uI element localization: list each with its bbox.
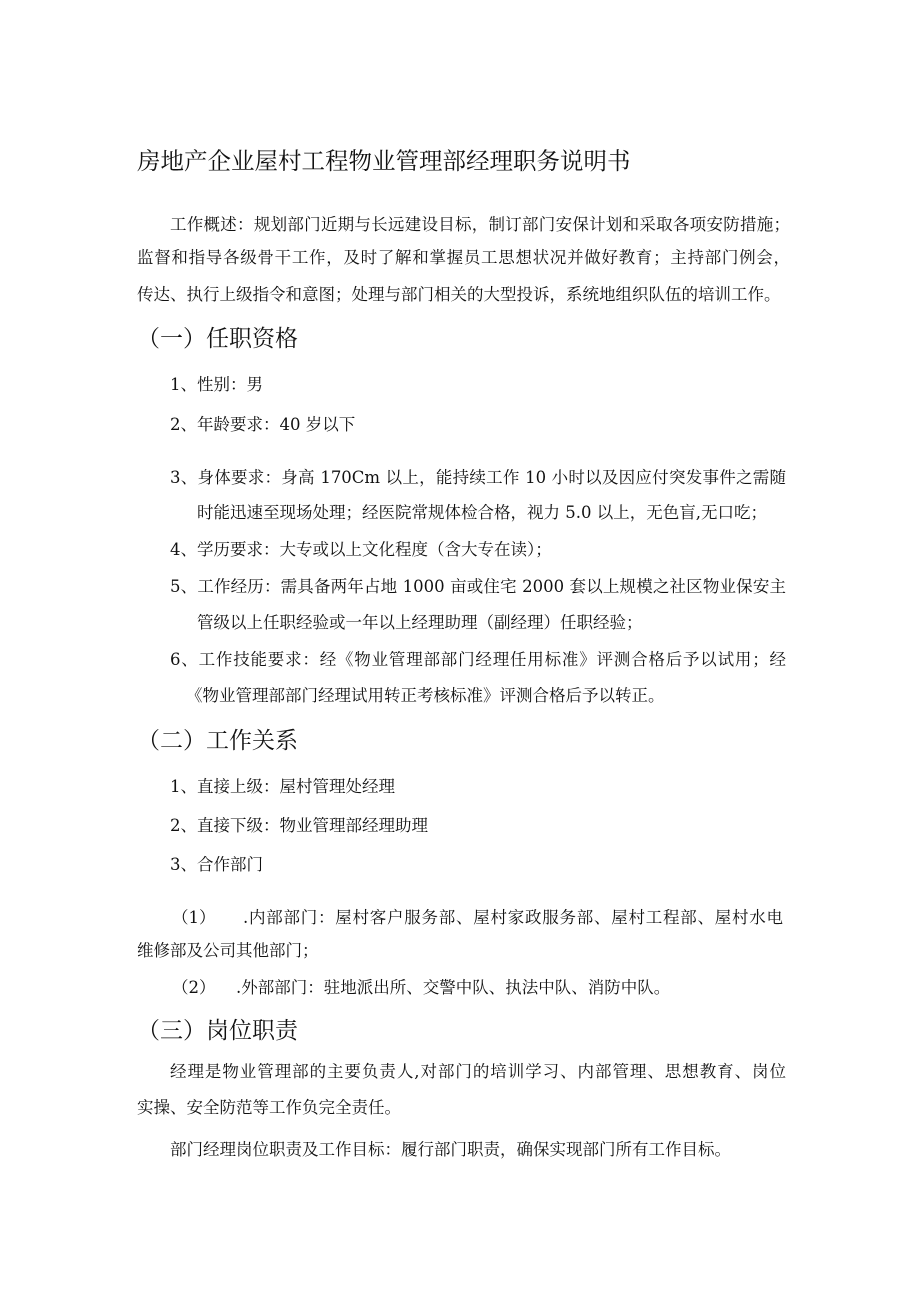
list-item-continuation: 管级以上任职经验或一年以上经理助理（副经理）任职经验； [197, 613, 643, 632]
sub-item-continuation: 维修部及公司其他部门； [137, 941, 319, 960]
duties-paragraph: 部门经理岗位职责及工作目标：履行部门职责，确保实现部门所有工作目标。 [170, 1140, 731, 1159]
duties-paragraph: 经理是物业管理部的主要负责人,对部门的培训学习、内部管理、思想教育、岗位 [170, 1062, 786, 1081]
overview-line: 传达、执行上级指令和意图；处理与部门相关的大型投诉，系统地组织队伍的培训工作。 [137, 285, 781, 304]
sub-item-number: （1） [172, 908, 216, 927]
list-item: 6、工作技能要求：经《物业管理部部门经理任用标准》评测合格后予以试用；经 [170, 650, 786, 669]
section-heading-relations: （二）工作关系 [137, 728, 298, 754]
list-item-continuation: 时能迅速至现场处理；经医院常规体检合格，视力 5.0 以上，无色盲,无口吃； [197, 503, 767, 522]
duties-paragraph: 实操、安全防范等工作负完全责任。 [137, 1098, 401, 1117]
list-item: 4、学历要求：大专或以上文化程度（含大专在读）； [170, 540, 552, 559]
list-item: 1、性别：男 [170, 375, 263, 394]
list-item: 5、工作经历：需具备两年占地 1000 亩或住宅 2000 套以上规模之社区物业保安主 [170, 577, 786, 596]
document-title: 房地产企业屋村工程物业管理部经理职务说明书 [137, 147, 631, 175]
sub-item-number: （2） [172, 978, 216, 997]
list-item: 2、直接下级：物业管理部经理助理 [170, 816, 428, 835]
list-item: 3、身体要求：身高 170Cm 以上，能持续工作 10 小时以及因应付突发事件之需随 [170, 468, 786, 487]
list-item: 2、年龄要求：40 岁以下 [170, 415, 356, 434]
list-item-continuation: 《物业管理部部门经理试用转正考核标准》评测合格后予以转正。 [186, 686, 665, 705]
section-heading-qualifications: （一）任职资格 [137, 326, 298, 352]
overview-line: 监督和指导各级骨干工作，及时了解和掌握员工思想状况并做好教育；主持部门例会， [137, 248, 790, 267]
sub-item: .外部部门：驻地派出所、交警中队、执法中队、消防中队。 [236, 978, 671, 997]
section-heading-duties: （三）岗位职责 [137, 1018, 298, 1044]
list-item: 1、直接上级：屋村管理处经理 [170, 777, 395, 796]
sub-item: .内部部门：屋村客户服务部、屋村家政服务部、屋村工程部、屋村水电 [243, 908, 783, 927]
overview-line: 工作概述：规划部门近期与长远建设目标，制订部门安保计划和采取各项安防措施； [170, 215, 790, 234]
list-item: 3、合作部门 [170, 855, 263, 874]
